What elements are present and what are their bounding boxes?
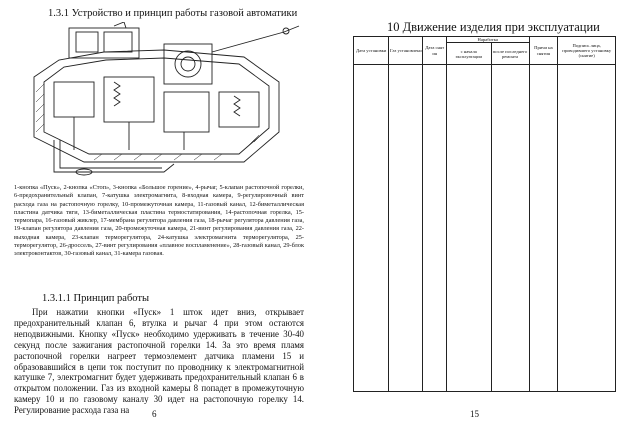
table-cell[interactable] [389,65,423,392]
col-install-date: Дата установки [354,37,389,65]
col-removal-reason: Причи на снятия [529,37,558,65]
table-cell[interactable] [354,65,389,392]
movement-log-table [353,36,616,392]
table-cell[interactable] [491,65,529,392]
right-page [318,0,631,446]
col-removal-date: Дата снят ия [423,37,447,65]
section-title: 1.3.1 Устройство и принцип работы газовой автоматики [48,8,298,19]
gas-valve-drawing [14,22,304,180]
table-cell[interactable] [558,65,616,392]
col-signature: Подпись лица, проводившего установку (снятие) [558,37,616,65]
col-operating-time: Наработка [446,37,529,43]
body-paragraph: При нажатии кнопки «Пуск» 1 шток идет вниз, открывает предохранительный клапан 6, втулка и рычаг 4 при этом остаются неподвижными. Кнопку «Пуск» необходимо удерживать в течение 30-40 секунд после зажигания растопочной горелки 14. За это время пламя растопочной горелки нагреет термоэлемент датчика пламени 15 и образовавшийся в цепи ток поступит по проводнику к электромагнитной катушке 7, электромагнит будет удерживать предохранительный клапан 6 в открытом положении. Газ из входной камеры 8 попадет в промежуточную камеру 10 и по газовому каналу 30 идет на растопочную горелку 14. Регулирование расхода газа на [14,307,304,416]
table-cell[interactable] [423,65,447,392]
right-page-title: 10 Движение изделия при эксплуатации [387,20,600,34]
subsection-title: 1.3.1.1 Принцип работы [42,293,150,304]
table-cell[interactable] [529,65,558,392]
table-cell[interactable] [446,65,491,392]
left-page-number: 6 [152,409,157,419]
right-page-number: 15 [470,409,479,419]
figure-caption: 1-кнопка «Пуск», 2-кнопка «Стоп», 3-кнопка «Большое горение», 4-рычаг, 5-клапан растопочной горелки, 6-предохранительный клапан, 7-катушка электромагнита, 8-входная камера, 9-регулировочный винт расхода газа на растопочную горелку, 10-промежуточная камера, 11-газовый канал, 12-биметаллическая пластина датчика тяги, 13-биметаллическая пластина термостатирования, 14-растопочная горелка, 15-термопара, 16-газовый жиклер, 17-мембрана регулятора давления газа, 18-рычаг регулятора давления газа, 19-клапан регулятора давления газа, 20-промежуточная камера, 21-винт регулирования давления газа, 22-выходная камера, 23-клапан терморегулятора, 24-катушка электромагнита терморегулятора, 25-терморегулятор, 26-дроссель, 27-винт регулирования «плавное воспламенение», 28-газовый канал, 29-блок электроконтактов, 30-газовый канал, 31-камера газовая. [14,184,304,258]
col-after-repair: после последнего ремонта [491,43,529,65]
movement-log-table-wrap [353,36,616,392]
col-gas-installed: Газ установлено [389,37,423,65]
col-from-start: с начала эксплуатации [446,43,491,65]
